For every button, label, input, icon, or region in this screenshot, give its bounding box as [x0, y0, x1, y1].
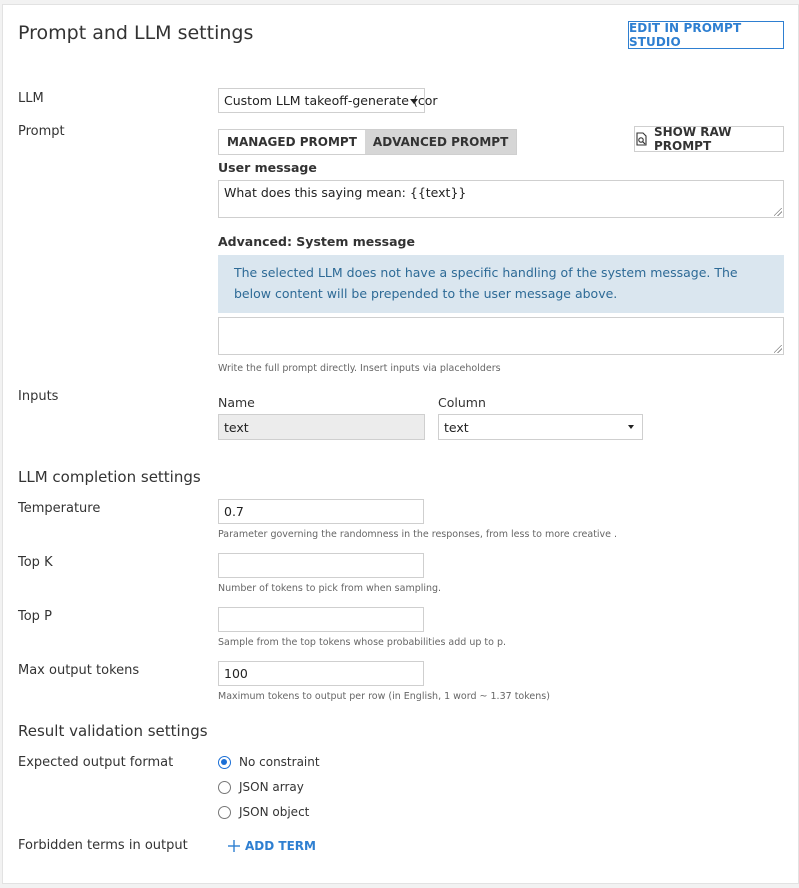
temperature-label: Temperature [18, 501, 101, 516]
max-output-tokens-help-text: Maximum tokens to output per row (in English, 1 word ~ 1.37 tokens) [218, 691, 550, 702]
expected-output-format-label: Expected output format [18, 755, 174, 770]
show-raw-prompt-label: SHOW RAW PROMPT [654, 125, 732, 153]
resize-handle-icon[interactable] [774, 345, 782, 353]
system-message-textarea[interactable] [218, 317, 784, 355]
prompt-help-text: Write the full prompt directly. Insert inputs via placeholders [218, 363, 501, 374]
input-name-field: text [218, 414, 425, 440]
radio-json-object[interactable] [218, 805, 309, 819]
edit-in-prompt-studio-button[interactable]: EDIT IN PROMPT STUDIO [628, 21, 784, 49]
add-term-label: ADD TERM [245, 839, 316, 853]
radio-button[interactable] [218, 781, 231, 794]
radio-button[interactable] [218, 806, 231, 819]
top-p-input[interactable] [218, 607, 424, 632]
max-output-tokens-input[interactable]: 100 [218, 661, 424, 686]
user-message-value: What does this saying mean: {{text}} [224, 185, 467, 200]
radio-json-array[interactable] [218, 780, 304, 794]
top-p-label: Top P [18, 609, 52, 624]
llm-select-value: Custom LLM takeoff-generate (cor [224, 93, 438, 108]
llm-select[interactable] [218, 88, 438, 113]
settings-panel [2, 4, 799, 884]
chevron-down-icon [410, 99, 418, 104]
prompt-mode-tabs [218, 129, 517, 155]
radio-no-constraint-label: No constraint [239, 755, 320, 769]
forbidden-terms-label: Forbidden terms in output [18, 838, 188, 853]
system-message-label: Advanced: System message [218, 234, 415, 249]
llm-label: LLM [18, 91, 44, 106]
tab-advanced-prompt[interactable]: ADVANCED PROMPT [365, 130, 516, 154]
inputs-column-header: Column [438, 395, 486, 410]
inputs-name-header: Name [218, 395, 255, 410]
page-title: Prompt and LLM settings [18, 22, 254, 44]
tab-managed-prompt[interactable]: MANAGED PROMPT [227, 135, 357, 149]
prompt-label: Prompt [18, 124, 65, 139]
top-p-help-text: Sample from the top tokens whose probabilities add up to p. [218, 637, 507, 648]
temperature-help-text: Parameter governing the randomness in the responses, from less to more creative . [218, 529, 618, 540]
input-column-value: text [444, 419, 469, 435]
validation-section-title: Result validation settings [18, 722, 208, 740]
radio-json-array-label: JSON array [239, 780, 304, 794]
temperature-input[interactable]: 0.7 [218, 499, 424, 524]
document-search-icon [635, 132, 648, 146]
top-k-help-text: Number of tokens to pick from when sampling. [218, 583, 442, 594]
radio-button-checked[interactable] [218, 756, 231, 769]
add-term-button[interactable] [227, 839, 316, 853]
radio-json-object-label: JSON object [239, 805, 310, 819]
radio-no-constraint[interactable] [218, 755, 320, 769]
user-message-label: User message [218, 160, 317, 175]
input-column-select[interactable] [438, 414, 643, 440]
chevron-down-icon [628, 425, 634, 429]
completion-section-title: LLM completion settings [18, 468, 201, 486]
resize-handle-icon[interactable] [774, 208, 782, 216]
top-k-label: Top K [18, 555, 53, 570]
show-raw-prompt-button[interactable] [634, 126, 784, 152]
inputs-label: Inputs [18, 389, 59, 404]
system-message-info-box: The selected LLM does not have a specific handling of the system message. The below content will be prepended to the user message above. [218, 255, 784, 313]
max-output-tokens-label: Max output tokens [18, 663, 140, 678]
top-k-input[interactable] [218, 553, 424, 578]
plus-icon [227, 839, 241, 853]
user-message-textarea[interactable] [218, 180, 784, 218]
